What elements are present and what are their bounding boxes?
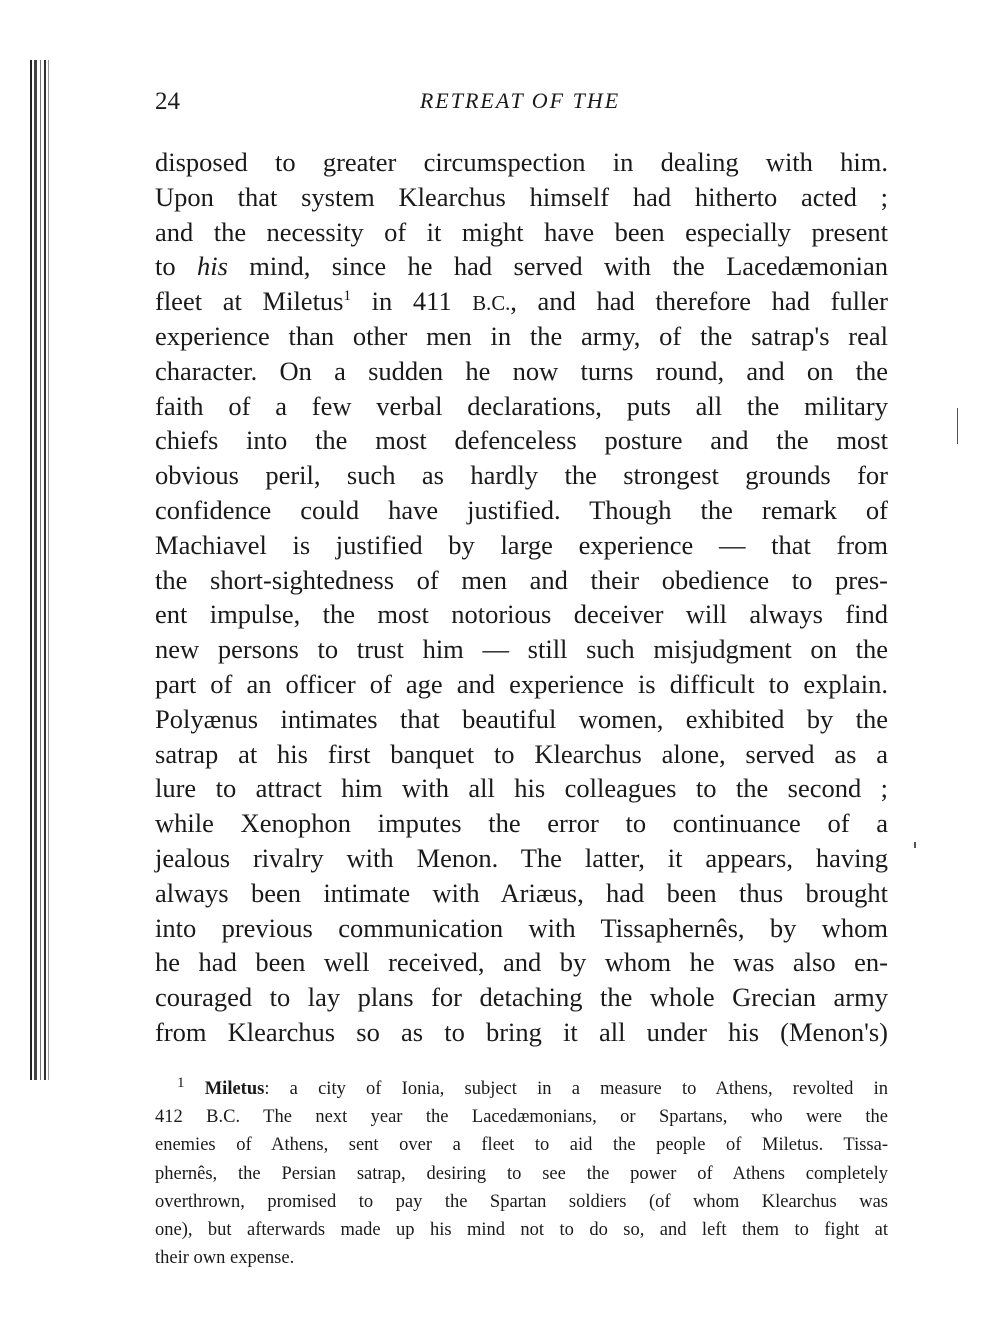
text-line: faith of a few verbal declarations, puts all the military (155, 390, 888, 421)
text-line: lure to attract him with all his colleagues to the second ; (155, 773, 888, 804)
text-line: the short-sightedness of men and their obedience to pres- (155, 564, 888, 595)
text-line: satrap at his first banquet to Klearchus alone, served as a (155, 738, 888, 769)
text-line: and the necessity of it might have been especially present (155, 216, 888, 247)
text-line: character. On a sudden he now turns round, and on the (155, 355, 888, 386)
text-line: Upon that system Klearchus himself had hitherto acted ; (155, 181, 888, 212)
text-line: into previous communication with Tissaphernês, by whom (155, 912, 888, 943)
text-segment: fleet at Miletus (155, 286, 344, 317)
text-segment: mind, since he had served with the Lacedæmonian (227, 251, 888, 282)
text-line: always been intimate with Ariæus, had been thus brought (155, 877, 888, 908)
footnote (155, 1075, 888, 1272)
text-line: jealous rivalry with Menon. The latter, it appears, having (155, 842, 888, 873)
running-title: RETREAT OF THE (419, 88, 621, 113)
scan-speck (914, 842, 916, 848)
text-line: chiefs into the most defenceless posture and the most (155, 425, 888, 456)
text-segment: to (155, 251, 197, 282)
text-line: disposed to greater circumspection in dealing with him. (155, 147, 888, 177)
text-line: couraged to lay plans for detaching the whole Grecian army (155, 982, 888, 1013)
text-segment: in 411 (351, 286, 473, 317)
text-line (155, 284, 888, 319)
footnote-line: overthrown, promised to pay the Spartan soldiers (of whom Klearchus was (155, 1191, 888, 1212)
text-line: ent impulse, the most notorious deceiver will always find (155, 599, 888, 630)
text-line: while Xenophon imputes the error to continuance of a (155, 808, 888, 839)
footnote-line (155, 1075, 888, 1103)
footnote-line: their own expense. (155, 1248, 295, 1269)
text-line: experience than other men in the army, of the satrap's real (155, 320, 888, 351)
text-line: part of an officer of age and experience is difficult to explain. (155, 668, 888, 699)
text-line: Machiavel is justified by large experience — that from (155, 529, 888, 560)
text-line: from Klearchus so as to bring it all under his (Menon's) (155, 1016, 888, 1047)
scan-speck (957, 408, 958, 444)
text-line: confidence could have justified. Though the remark of (155, 494, 888, 525)
text-line: he had been well received, and by whom he was also en- (155, 947, 888, 978)
italic-word: his (196, 251, 228, 282)
body-text (155, 145, 888, 1050)
text-line: Polyænus intimates that beautiful women, exhibited by the (155, 703, 888, 734)
small-caps: B.C. (472, 293, 511, 316)
text-line (155, 249, 888, 284)
footnote-line: one), but afterwards made up his mind not to do so, and left them to fight at (155, 1219, 888, 1240)
footnote-line: enemies of Athens, sent over a fleet to aid the people of Miletus. Tissa- (155, 1135, 888, 1156)
footnote-ref[interactable]: 1 (343, 288, 351, 305)
footnote-marker: 1 (177, 1074, 185, 1091)
text-segment: , and had therefore had fuller (510, 286, 888, 317)
footnote-line: phernês, the Persian satrap, desiring to see the power of Athens completely (155, 1163, 888, 1184)
footnote-line: 412 B.C. The next year the Lacedæmonians, or Spartans, who were the (155, 1107, 888, 1128)
text-segment: : a city of Ionia, subject in a measure to Athens, revolted in (264, 1079, 889, 1099)
text-line: obvious peril, such as hardly the strongest grounds for (155, 460, 888, 491)
footnote-term: Miletus (204, 1079, 265, 1099)
text-line: new persons to trust him — still such misjudgment on the (155, 634, 888, 665)
page-number: 24 (155, 88, 180, 115)
